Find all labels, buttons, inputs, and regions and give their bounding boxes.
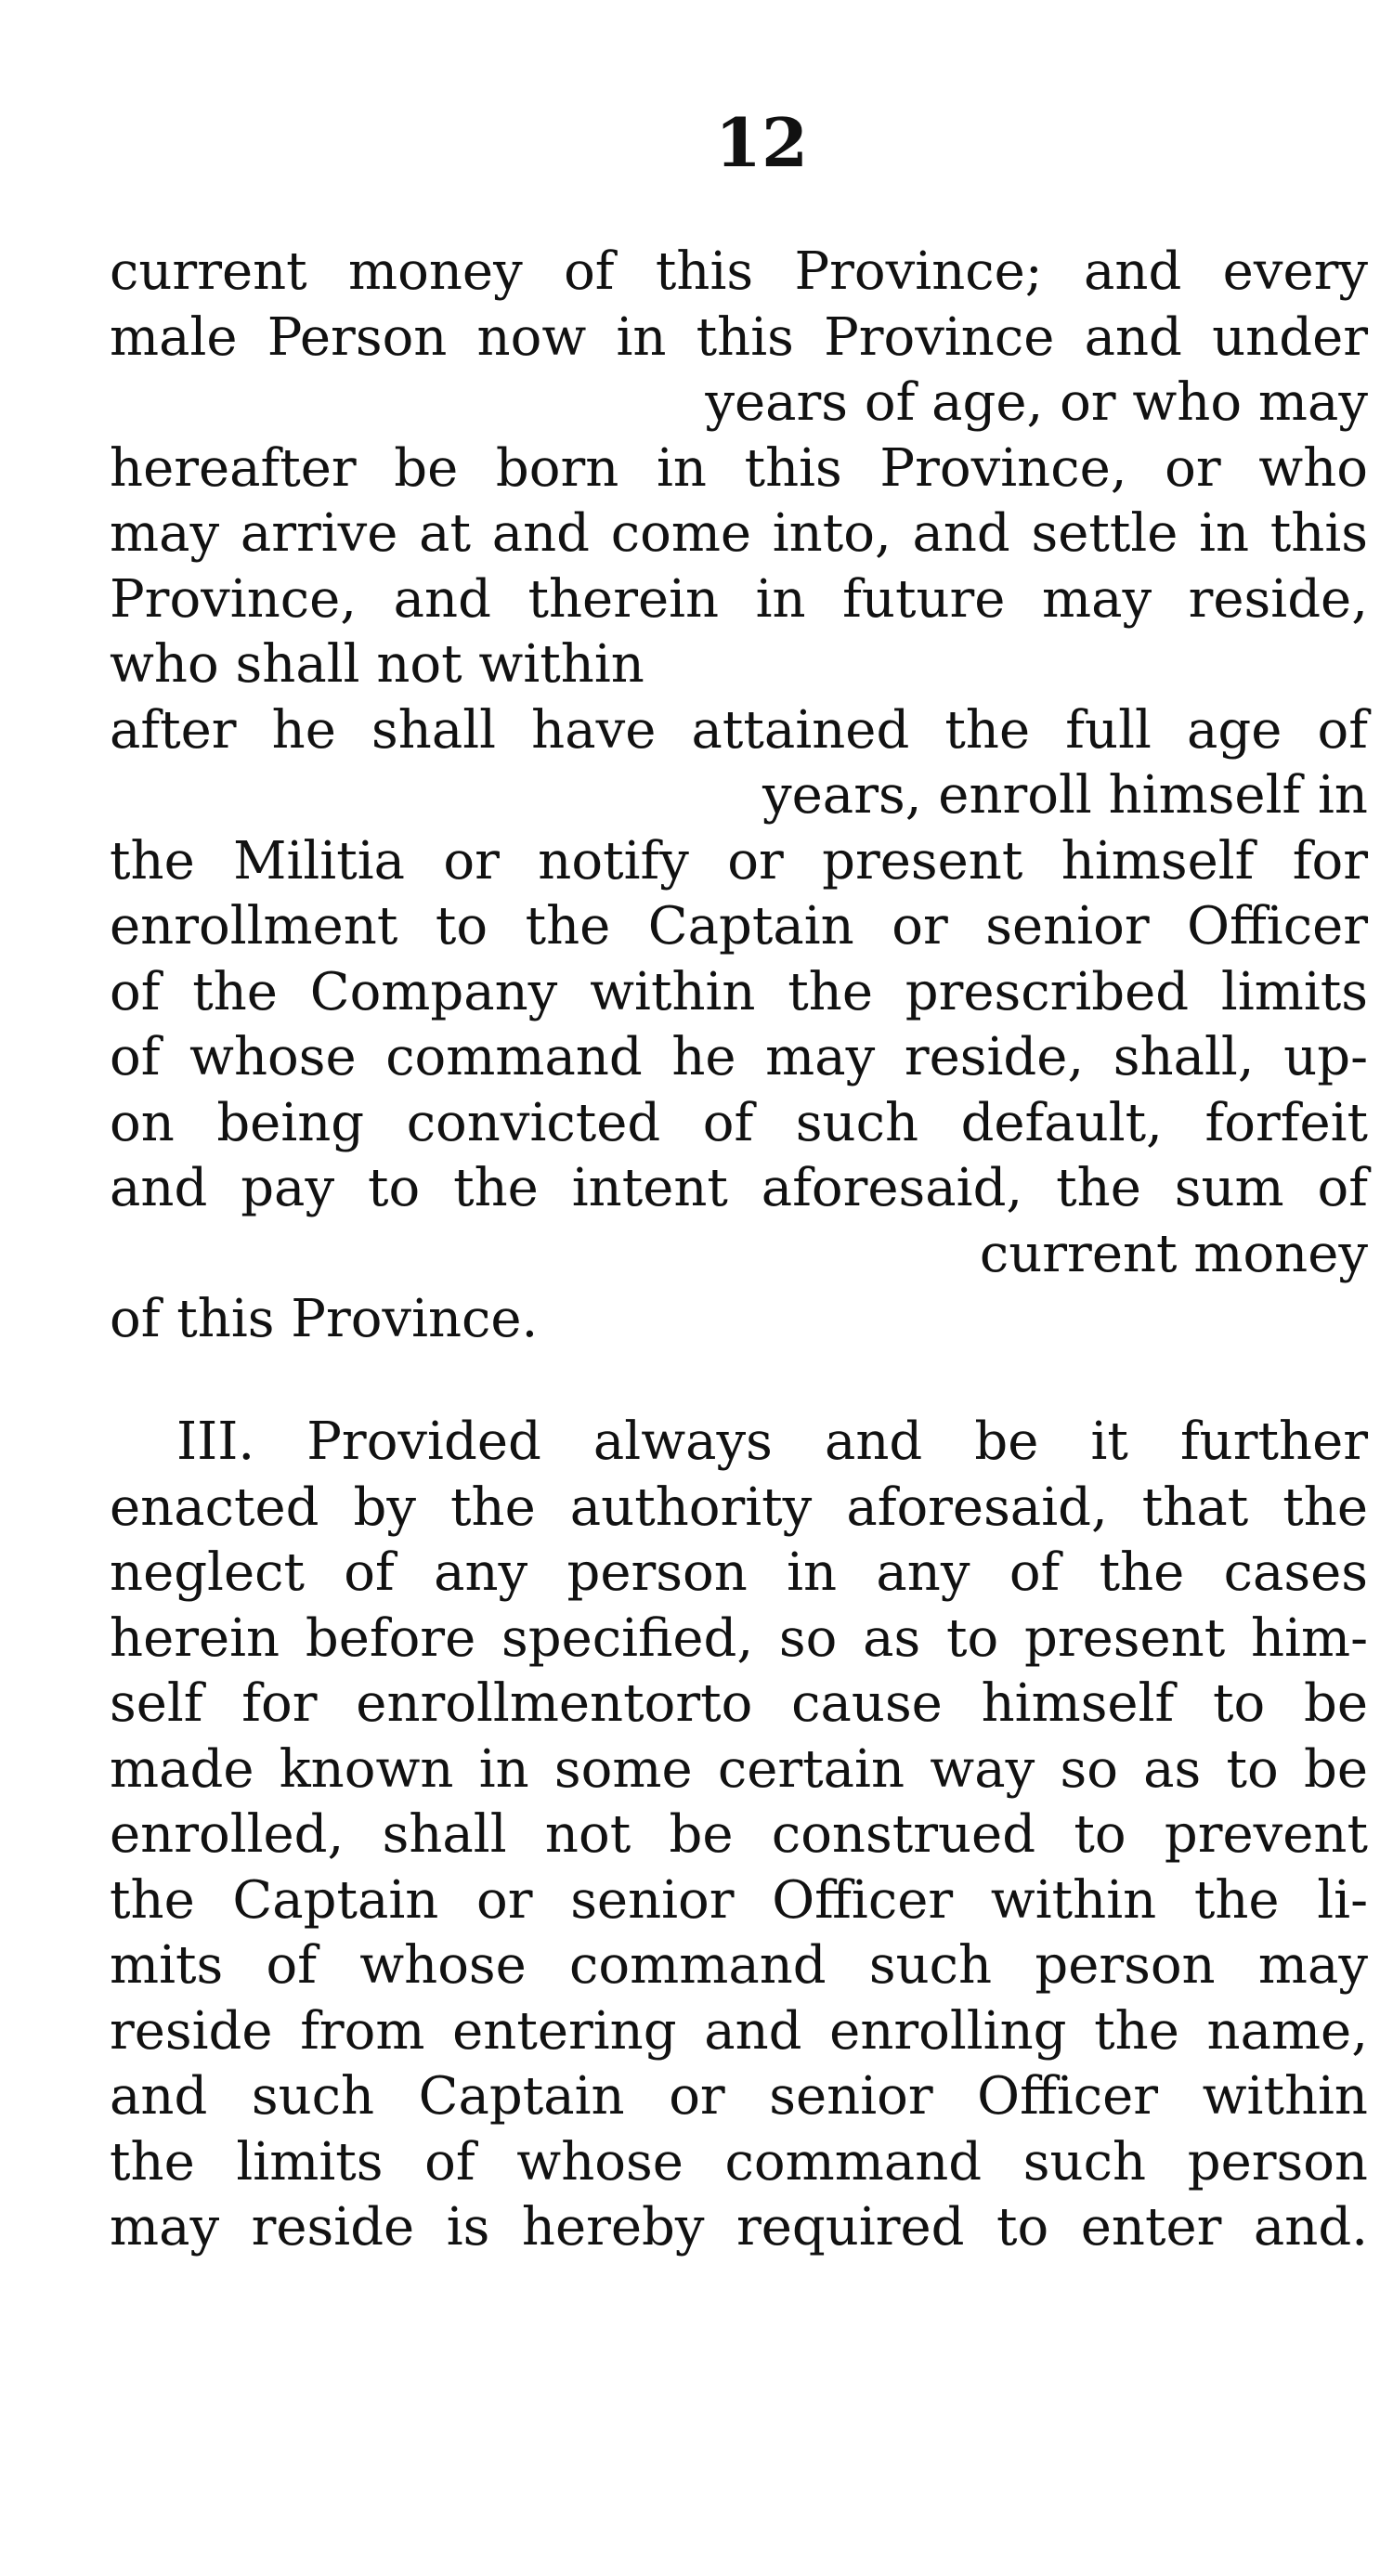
paragraph-continuation: [110, 240, 1368, 1353]
text-line: the Captain or senior Officer within the li-: [110, 1869, 1368, 1931]
text-line: neglect of any person in any of the cases: [110, 1542, 1368, 1603]
page-number: 12: [714, 103, 809, 182]
text-line: who shall not within: [110, 634, 644, 695]
text-line: years, enroll himself in: [762, 765, 1368, 826]
text-line: may arrive at and come into, and settle in this: [110, 503, 1368, 564]
text-line: after he shall have attained the full age of: [110, 699, 1368, 761]
text-line: herein before specified, so as to present him-: [110, 1607, 1368, 1669]
text-line: current money of this Province; and every: [110, 241, 1368, 302]
text-line: the limits of whose command such person: [110, 2131, 1368, 2192]
text-line: of this Province.: [110, 1289, 539, 1349]
section-iii-paragraph: [110, 1410, 1368, 2261]
text-line: and such Captain or senior Officer within: [110, 2066, 1368, 2127]
text-line: enrollment to the Captain or senior Officer: [110, 896, 1368, 956]
text-line: of the Company within the prescribed limits: [110, 961, 1368, 1022]
text-line: hereafter be born in this Province, or who: [110, 437, 1368, 499]
text-line: made known in some certain way so as to be: [110, 1738, 1368, 1800]
text-line: and pay to the intent aforesaid, the sum of: [110, 1158, 1368, 1218]
text-line: the Militia or notify or present himself for: [110, 830, 1368, 891]
text-line: reside from entering and enrolling the name,: [110, 2000, 1368, 2062]
text-line: self for enrollmentorto cause himself to be: [110, 1673, 1368, 1734]
text-line: enrolled, shall not be construed to prevent: [110, 1804, 1368, 1865]
text-line: Province, and therein in future may reside,: [110, 568, 1368, 630]
text-line: enacted by the authority aforesaid, that the: [110, 1477, 1368, 1538]
text-line: on being convicted of such default, forfeit: [110, 1092, 1368, 1153]
text-line: mits of whose command such person may: [110, 1935, 1368, 1996]
text-line: of whose command he may reside, shall, up-: [110, 1027, 1368, 1087]
text-line: male Person now in this Province and under: [110, 306, 1368, 368]
text-line: III. Provided always and be it further: [176, 1412, 1368, 1472]
text-line: may reside is hereby required to enter and.: [110, 2197, 1368, 2257]
text-line: years of age, or who may: [705, 372, 1368, 433]
text-line: current money: [979, 1223, 1368, 1284]
